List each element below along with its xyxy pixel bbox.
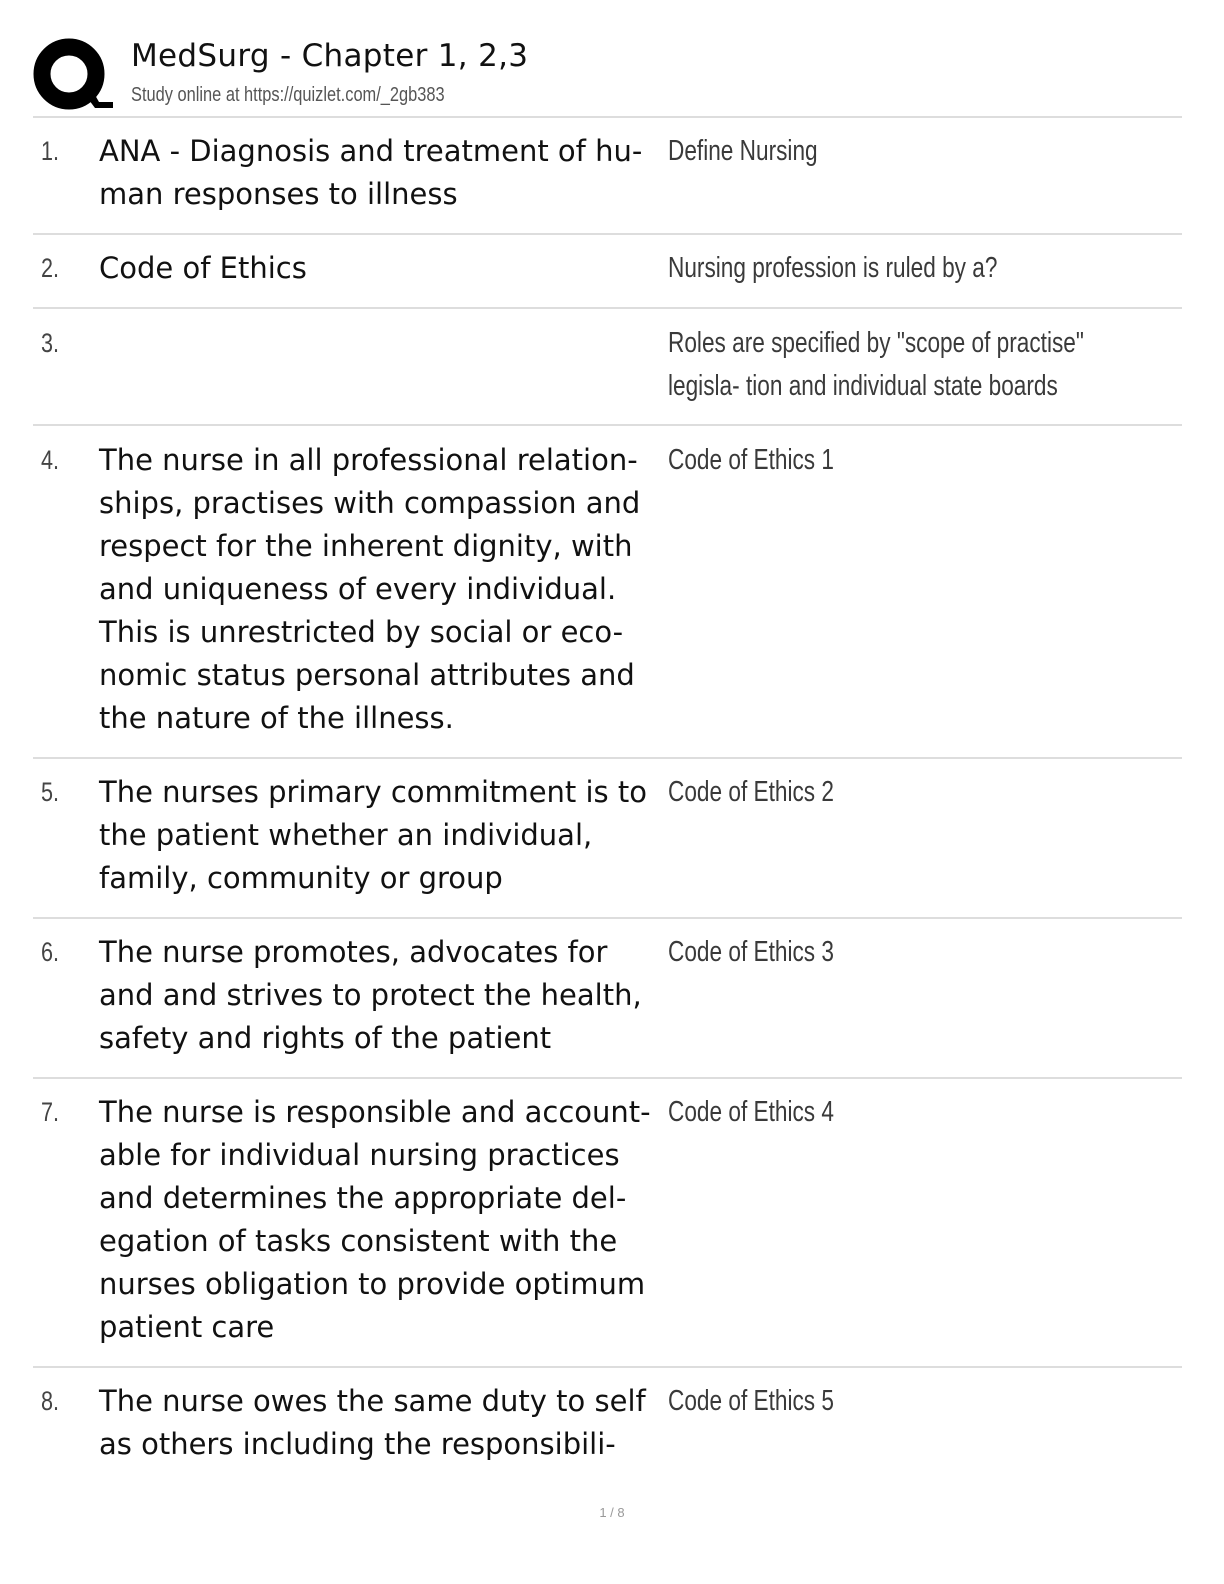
card-number: 7. [41,1097,60,1127]
card-term: Code of Ethics [99,251,307,285]
page-number: 1 / 8 [599,1505,625,1520]
divider [33,307,1182,309]
card-number: 3. [41,328,60,358]
page-header [33,32,1183,116]
card-term: The nurse is responsible and account- able for individual nursing practices and determines the appropriate del- egation of tasks consistent with the nurses obligation to provide optimum patient care [99,1095,651,1344]
card-definition: Code of Ethics 1 [668,444,834,476]
divider [33,1366,1182,1368]
card-definition: Code of Ethics 3 [668,936,834,968]
card-definition: Define Nursing [668,135,818,167]
card-definition: Code of Ethics 2 [668,776,834,808]
card-definition: Nursing profession is ruled by a? [668,252,998,284]
divider [33,917,1182,919]
divider [33,233,1182,235]
study-link[interactable]: Study online at https://quizlet.com/_2gb383 [131,84,445,106]
card-term: The nurse owes the same duty to self as others including the responsibili- [99,1384,646,1461]
divider [33,757,1182,759]
card-number: 5. [41,777,60,807]
divider [33,1077,1182,1079]
card-number: 1. [41,136,60,166]
quizlet-logo-icon [33,36,113,116]
page-title: MedSurg - Chapter 1, 2,3 [131,38,529,74]
card-definition: Code of Ethics 4 [668,1096,834,1128]
card-term: The nurses primary commitment is to the patient whether an individual, family, community or group [99,775,647,895]
card-term: The nurse promotes, advocates for and and strives to protect the health, safety and rights of the patient [99,935,642,1055]
card-term: ANA - Diagnosis and treatment of hu- man responses to illness [99,134,643,211]
card-number: 8. [41,1386,60,1416]
divider [33,116,1182,118]
card-term: The nurse in all professional relation- ships, practises with compassion and respect for the inherent dignity, with and uniqueness of every individual. This is unrestricted by social or eco- nomic status personal attributes and the nature of the illness. [99,443,641,735]
card-number: 6. [41,937,60,967]
card-definition: Code of Ethics 5 [668,1385,834,1417]
card-number: 4. [41,445,60,475]
card-number: 2. [41,253,60,283]
card-definition: Roles are specified by "scope of practise" legisla- tion and individual state boards [668,327,1084,402]
divider [33,424,1182,426]
